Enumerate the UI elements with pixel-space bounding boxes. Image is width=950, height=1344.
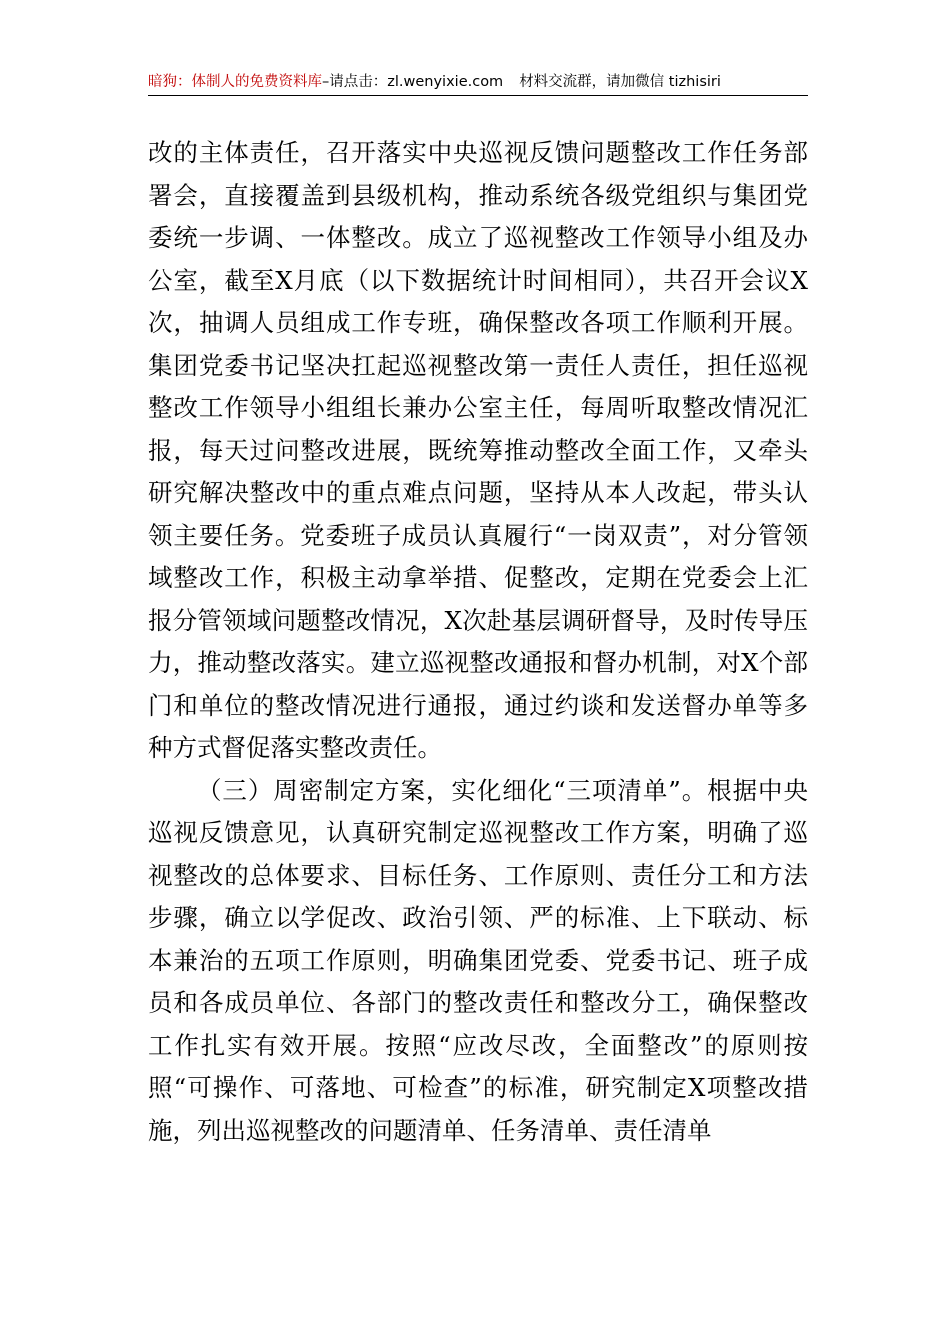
page-header <box>148 70 808 94</box>
header-divider <box>148 95 808 96</box>
document-body <box>148 132 808 1152</box>
header-wechat-text: 材料交流群，请加微信 tizhisiri <box>519 74 721 90</box>
header-link-text[interactable]: –请点击：zl.wenyixie.com <box>322 74 504 90</box>
header-site-name: 暗狗：体制人的免费资料库 <box>148 74 322 90</box>
paragraph-continued: 改的主体责任，召开落实中央巡视反馈问题整改工作任务部署会，直接覆盖到县级机构，推动系统各级党组织与集团党委统一步调、一体整改。成立了巡视整改工作领导小组及办公室，截至X月底（以下数据统计时间相同），共召开会议X次，抽调人员组成工作专班，确保整改各项工作顺利开展。集团党委书记坚决扛起巡视整改第一责任人责任，担任巡视整改工作领导小组组长兼办公室主任，每周听取整改情况汇报，每天过问整改进展，既统筹推动整改全面工作，又牵头研究解决整改中的重点难点问题，坚持从本人改起，带头认领主要任务。党委班子成员认真履行“一岗双责”，对分管领域整改工作，积极主动拿举措、促整改，定期在党委会上汇报分管领域问题整改情况，X次赴基层调研督导，及时传导压力，推动整改落实。建立巡视整改通报和督办机制，对X个部门和单位的整改情况进行通报，通过约谈和发送督办单等多种方式督促落实整改责任。 <box>148 138 808 762</box>
paragraph-section-3: （三）周密制定方案，实化细化“三项清单”。根据中央巡视反馈意见，认真研究制定巡视整改工作方案，明确了巡视整改的总体要求、目标任务、工作原则、责任分工和方法步骤，确立以学促改、政治引领、严的标准、上下联动、标本兼治的五项工作原则，明确集团党委、党委书记、班子成员和各成员单位、各部门的整改责任和整改分工，确保整改工作扎实有效开展。按照“应改尽改，全面整改”的原则按照“可操作、可落地、可检查”的标准，研究制定X项整改措施，列出巡视整改的问题清单、任务清单、责任清单 <box>148 775 808 1145</box>
